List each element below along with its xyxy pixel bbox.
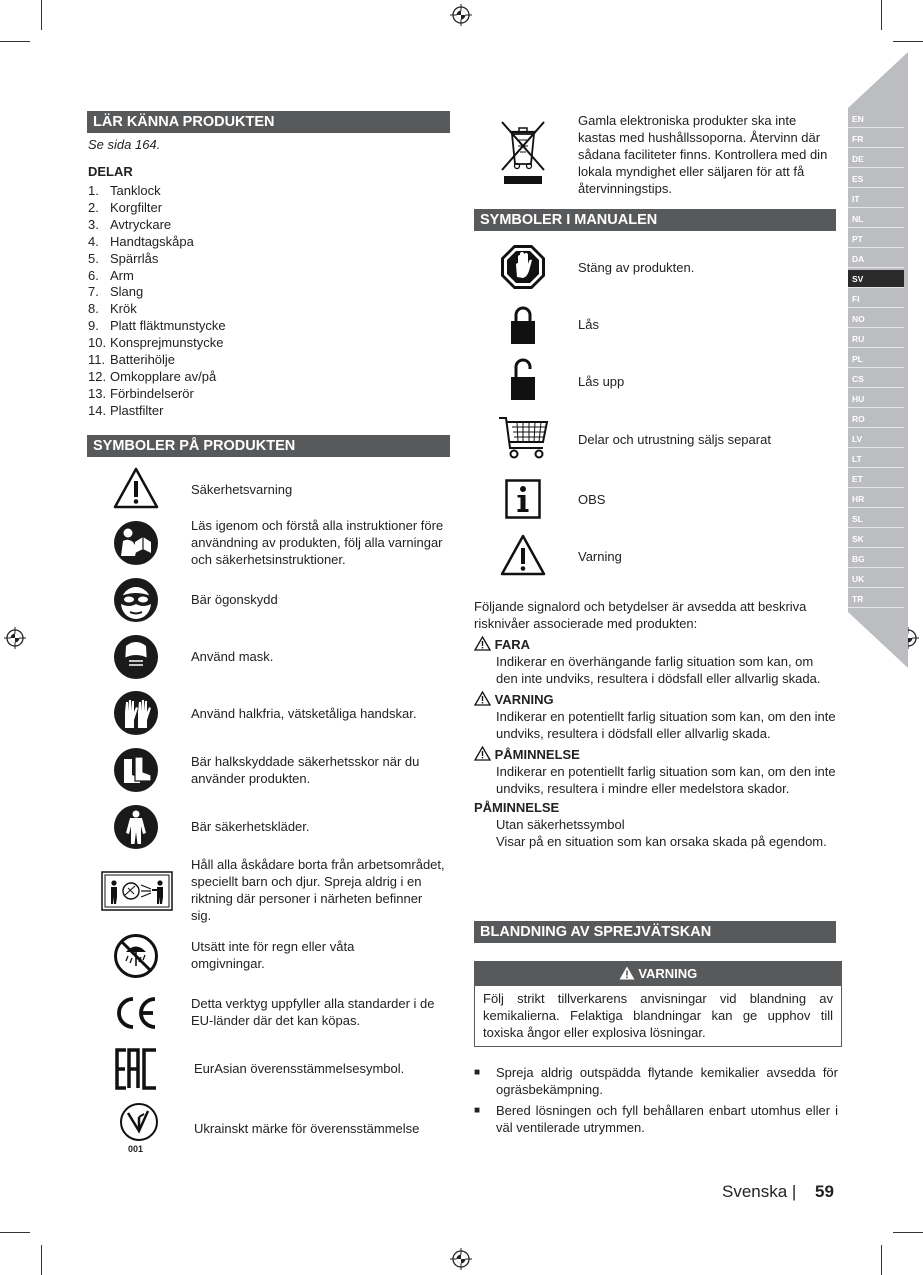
read-manual-icon — [113, 520, 159, 566]
signal-title: PÅMINNELSE — [494, 747, 580, 762]
language-tab-de[interactable]: DE — [848, 150, 904, 168]
warning-triangle-icon — [474, 746, 491, 761]
part-number: 9. — [88, 318, 99, 334]
part-label: Konsprejmunstycke — [110, 335, 224, 351]
part-label: Handtagskåpa — [110, 233, 194, 249]
warning-box — [474, 961, 842, 1047]
part-label: Batterihölje — [110, 352, 176, 368]
language-tab-sl[interactable]: SL — [848, 510, 904, 528]
page-number: 59 — [815, 1182, 834, 1201]
part-item — [88, 234, 226, 251]
mask-icon — [113, 634, 159, 680]
ce-mark-icon — [113, 994, 159, 1032]
part-item — [88, 335, 226, 352]
part-label: Förbindelserör — [110, 385, 194, 401]
part-label: Plastfilter — [110, 402, 164, 418]
crop-mark — [893, 41, 923, 42]
eye-protection-icon — [113, 577, 159, 623]
part-label: Platt fläktmunstycke — [110, 318, 226, 334]
symbol-text: Bär säkerhetskläder. — [191, 819, 310, 834]
language-tab-sk[interactable]: SK — [848, 530, 904, 548]
warning-triangle-icon — [619, 966, 635, 980]
part-item — [88, 251, 226, 268]
language-tab-pt[interactable]: PT — [848, 230, 904, 248]
keep-bystanders-away-icon — [101, 871, 173, 911]
crop-mark — [41, 1245, 42, 1275]
symbol-text: Ukrainskt märke för överensstämmelse — [194, 1121, 420, 1136]
info-icon — [505, 479, 541, 519]
manual-symbol-text: Varning — [578, 549, 622, 564]
no-rain-icon — [113, 933, 159, 979]
part-item — [88, 301, 226, 318]
lock-icon — [510, 305, 536, 345]
part-item — [88, 200, 226, 217]
warning-triangle-icon — [474, 691, 491, 706]
bullet-text: Bered lösningen och fyll behållaren enbart utomhus eller i väl ventilerade utrymmen. — [496, 1103, 838, 1135]
gloves-icon — [113, 690, 159, 736]
language-tab-it[interactable]: IT — [848, 190, 904, 208]
bullet-text: Spreja aldrig outspädda flytande kemikalier avsedda för ogräsbekämpning. — [496, 1065, 838, 1097]
language-tab-lt[interactable]: LT — [848, 450, 904, 468]
list-item — [474, 1102, 838, 1136]
warning-box-title: VARNING — [638, 966, 698, 981]
signal-varning — [474, 691, 838, 742]
part-item — [88, 403, 226, 420]
registration-mark-icon — [450, 1248, 472, 1270]
signal-title: FARA — [494, 637, 531, 652]
protective-clothing-icon — [113, 804, 159, 850]
part-label: Tanklock — [110, 183, 161, 198]
language-tab-hr[interactable]: HR — [848, 490, 904, 508]
crop-mark — [41, 0, 42, 30]
language-tab-lv[interactable]: LV — [848, 430, 904, 448]
part-number: 14. — [88, 402, 107, 418]
part-label: Slang — [110, 284, 144, 300]
part-item — [88, 318, 226, 335]
part-label: Avtryckare — [110, 216, 172, 232]
part-number: 11. — [88, 352, 106, 368]
section-header-product-symbols: SYMBOLER PÅ PRODUKTEN — [87, 435, 450, 457]
language-tab-pl[interactable]: PL — [848, 350, 904, 368]
symbol-text: EurAsian överensstämmelsesymbol. — [194, 1061, 405, 1076]
signal-body: Indikerar en potentiellt farlig situation som kan, om den inte undviks, resultera i mindre eller medelstora skador. — [496, 764, 836, 796]
language-tab-es[interactable]: ES — [848, 170, 904, 188]
signal-body: Indikerar en överhängande farlig situation som kan, om den inte undviks, resultera i dödsfall eller allvarlig skada. — [496, 654, 821, 686]
language-tab-bg[interactable]: BG — [848, 550, 904, 568]
section-header-mixing: BLANDNING AV SPREJVÄTSKAN — [474, 921, 836, 943]
shopping-cart-icon — [497, 414, 551, 464]
crop-mark — [881, 0, 882, 30]
part-item — [88, 268, 226, 285]
part-item — [88, 386, 226, 403]
bullet-square-icon: ■ — [474, 1105, 481, 1116]
registration-mark-icon — [450, 4, 472, 26]
symbol-text: Bär halkskyddade säkerhetsskor när du använder produkten. — [191, 754, 420, 786]
symbol-text: Utsätt inte för regn eller våta omgivningar. — [191, 939, 355, 971]
parts-list — [88, 183, 226, 420]
signal-paminnelse — [474, 746, 838, 797]
part-label: Omkopplare av/på — [110, 368, 217, 384]
warning-triangle-icon — [499, 533, 547, 577]
manual-symbol-text: Lås — [578, 317, 599, 332]
part-number: 12. — [88, 368, 107, 384]
part-item — [88, 369, 226, 386]
warning-box-text: Följ strikt tillverkarens anvisningar vid blandning av kemikalierna. Felaktiga blandningar kan ge upphov till toxiska ångor eller explosiva lösningar. — [483, 991, 833, 1040]
part-item — [88, 284, 226, 301]
signal-title: VARNING — [494, 692, 554, 707]
part-number: 2. — [88, 199, 99, 215]
weee-text: Gamla elektroniska produkter ska inte kastas med hushållssoporna. Återvinn där sådana faciliteter finns. Kontrollera med din lokala myndighet eller säljaren för att få återvinningstips. — [578, 113, 828, 196]
part-number: 5. — [88, 250, 99, 266]
warning-box-header — [475, 962, 841, 986]
crop-mark — [881, 1245, 882, 1275]
part-number: 10. — [88, 335, 107, 351]
symbol-text: Använd mask. — [191, 649, 274, 664]
part-number: 3. — [88, 216, 99, 232]
language-tab-fi[interactable]: FI — [848, 290, 904, 308]
language-tab-ru[interactable]: RU — [848, 330, 904, 348]
crop-mark — [0, 41, 30, 42]
language-tab-uk[interactable]: UK — [848, 570, 904, 588]
section-header-manual-symbols: SYMBOLER I MANUALEN — [474, 209, 836, 231]
part-number: 7. — [88, 284, 99, 300]
crop-mark — [0, 1232, 30, 1233]
ukraine-mark-icon — [118, 1101, 160, 1143]
warning-triangle-icon — [112, 466, 160, 510]
language-tab-et[interactable]: ET — [848, 470, 904, 488]
language-tab-tr[interactable]: TR — [848, 590, 904, 608]
bullet-square-icon: ■ — [474, 1067, 481, 1078]
ukraine-mark-caption: 001 — [128, 1144, 144, 1154]
language-tab-no[interactable]: NO — [848, 310, 904, 328]
language-tab-hu[interactable]: HU — [848, 390, 904, 408]
symbol-text: Håll alla åskådare borta från arbetsområdet, speciellt barn och djur. Spreja aldrig i en riktning där personer i närheten befinner sig. — [191, 857, 445, 923]
part-item — [88, 183, 226, 200]
part-label: Arm — [110, 267, 134, 283]
signal-fara — [474, 636, 838, 687]
section-header-product: LÄR KÄNNA PRODUKTEN — [87, 111, 450, 133]
symbol-text: Säkerhetsvarning — [191, 482, 293, 497]
signal-words-intro: Följande signalord och betydelser är avsedda att beskriva risknivåer associerade med produkten: — [474, 599, 807, 631]
parts-heading: DELAR — [88, 164, 133, 179]
signal-notice — [474, 799, 838, 850]
language-tab-fr[interactable]: FR — [848, 130, 904, 148]
manual-symbol-text: Lås upp — [578, 374, 625, 389]
unlock-icon — [510, 357, 536, 401]
language-tab-da[interactable]: DA — [848, 250, 904, 268]
manual-symbol-text: OBS — [578, 492, 606, 507]
language-tab-sv[interactable]: SV — [848, 270, 904, 288]
language-tab-nl[interactable]: NL — [848, 210, 904, 228]
symbol-text: Läs igenom och förstå alla instruktioner före användning av produkten, följ alla varningar och säkerhetsinstruktioner. — [191, 518, 444, 567]
manual-symbol-text: Delar och utrustning säljs separat — [578, 432, 771, 447]
part-label: Krök — [110, 301, 137, 317]
part-label: Spärrlås — [110, 250, 159, 266]
safety-boots-icon — [113, 747, 159, 793]
mixing-bullet-list — [474, 1064, 838, 1136]
part-number: 8. — [88, 301, 99, 317]
part-label: Korgfilter — [110, 199, 163, 215]
footer-language: Svenska | — [722, 1182, 797, 1201]
list-item — [474, 1064, 838, 1098]
notice-title: PÅMINNELSE — [474, 800, 560, 815]
registration-mark-icon — [4, 627, 26, 649]
signal-word-list — [474, 636, 838, 850]
notice-line: Visar på en situation som kan orsaka skada på egendom. — [496, 834, 827, 849]
crop-mark — [893, 1232, 923, 1233]
part-number: 1. — [88, 183, 99, 198]
language-tab-en[interactable]: EN — [848, 110, 904, 128]
symbol-text: Använd halkfria, vätsketåliga handskar. — [191, 706, 417, 721]
manual-symbol-text: Stäng av produkten. — [578, 260, 695, 275]
part-item — [88, 352, 226, 369]
weee-bin-icon — [500, 120, 546, 186]
stop-hand-icon — [499, 243, 547, 291]
symbol-text: Bär ögonskydd — [191, 592, 278, 607]
language-tab-ro[interactable]: RO — [848, 410, 904, 428]
part-number: 13. — [88, 385, 107, 401]
eac-mark-icon — [115, 1047, 159, 1091]
part-number: 4. — [88, 233, 99, 249]
warning-triangle-icon — [474, 636, 491, 651]
language-tab-cs[interactable]: CS — [848, 370, 904, 388]
part-item — [88, 217, 226, 234]
signal-body: Indikerar en potentiellt farlig situation som kan, om den inte undviks, resultera i dödsfall eller allvarlig skada. — [496, 709, 836, 741]
notice-line: Utan säkerhetssymbol — [496, 817, 625, 832]
see-page-reference: Se sida 164. — [88, 137, 161, 152]
symbol-text: Detta verktyg uppfyller alla standarder i de EU-länder där det kan köpas. — [191, 996, 435, 1028]
part-number: 6. — [88, 267, 99, 283]
